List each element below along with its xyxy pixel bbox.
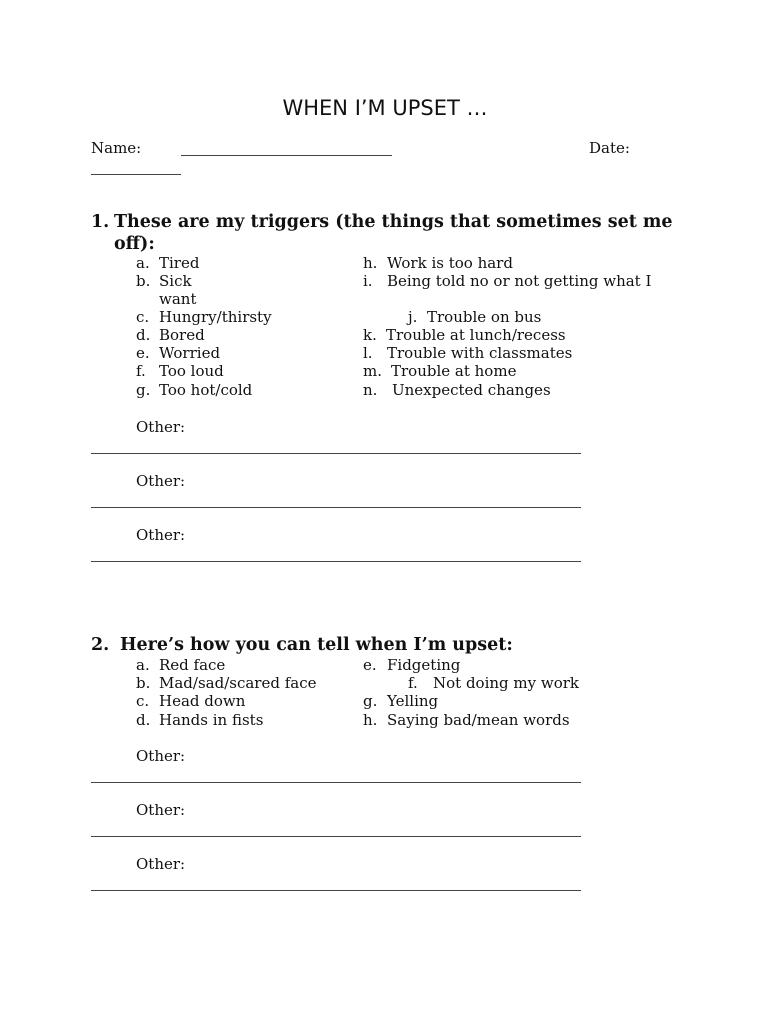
q1-number: 1. [91,212,110,232]
list-item: h. Work is too hard [363,254,513,272]
list-item: d. Hands in fists [136,711,264,729]
q1-heading-line2: off): [114,234,155,254]
name-field[interactable] [181,155,392,156]
list-item: f. Too loud [136,362,224,380]
other-answer-line[interactable] [91,561,581,562]
page-title: WHEN I’M UPSET … [282,96,488,120]
other-label: Other: [136,855,186,873]
other-answer-line[interactable] [91,782,581,783]
other-answer-line[interactable] [91,507,581,508]
list-item: m. Trouble at home [363,362,517,380]
list-item: k. Trouble at lunch/recess [363,326,566,344]
q2-heading: Here’s how you can tell when I’m upset: [120,635,513,655]
list-item: c. Head down [136,692,246,710]
list-item: g. Too hot/cold [136,381,253,399]
other-label: Other: [136,472,186,490]
other-answer-line[interactable] [91,836,581,837]
date-label: Date: [589,139,630,157]
date-field[interactable] [91,174,181,175]
other-label: Other: [136,526,186,544]
q2-number: 2. [91,635,110,655]
list-item-continuation: want [159,290,197,308]
other-answer-line[interactable] [91,453,581,454]
list-item: g. Yelling [363,692,439,710]
other-label: Other: [136,801,186,819]
list-item: b. Mad/sad/scared face [136,674,317,692]
list-item: c. Hungry/thirsty [136,308,272,326]
list-item: a. Red face [136,656,226,674]
list-item: i. Being told no or not getting what I [363,272,652,290]
list-item: e. Fidgeting [363,656,461,674]
list-item: l. Trouble with classmates [363,344,573,362]
list-item: h. Saying bad/mean words [363,711,570,729]
other-label: Other: [136,747,186,765]
q1-heading-line1: These are my triggers (the things that sometimes set me [114,212,673,232]
list-item: e. Worried [136,344,221,362]
list-item: b. Sick [136,272,192,290]
list-item: f. Not doing my work [408,674,580,692]
list-item: d. Bored [136,326,205,344]
other-label: Other: [136,418,186,436]
list-item: j. Trouble on bus [408,308,542,326]
name-label: Name: [91,139,142,157]
list-item: a. Tired [136,254,200,272]
other-answer-line[interactable] [91,890,581,891]
list-item: n. Unexpected changes [363,381,551,399]
